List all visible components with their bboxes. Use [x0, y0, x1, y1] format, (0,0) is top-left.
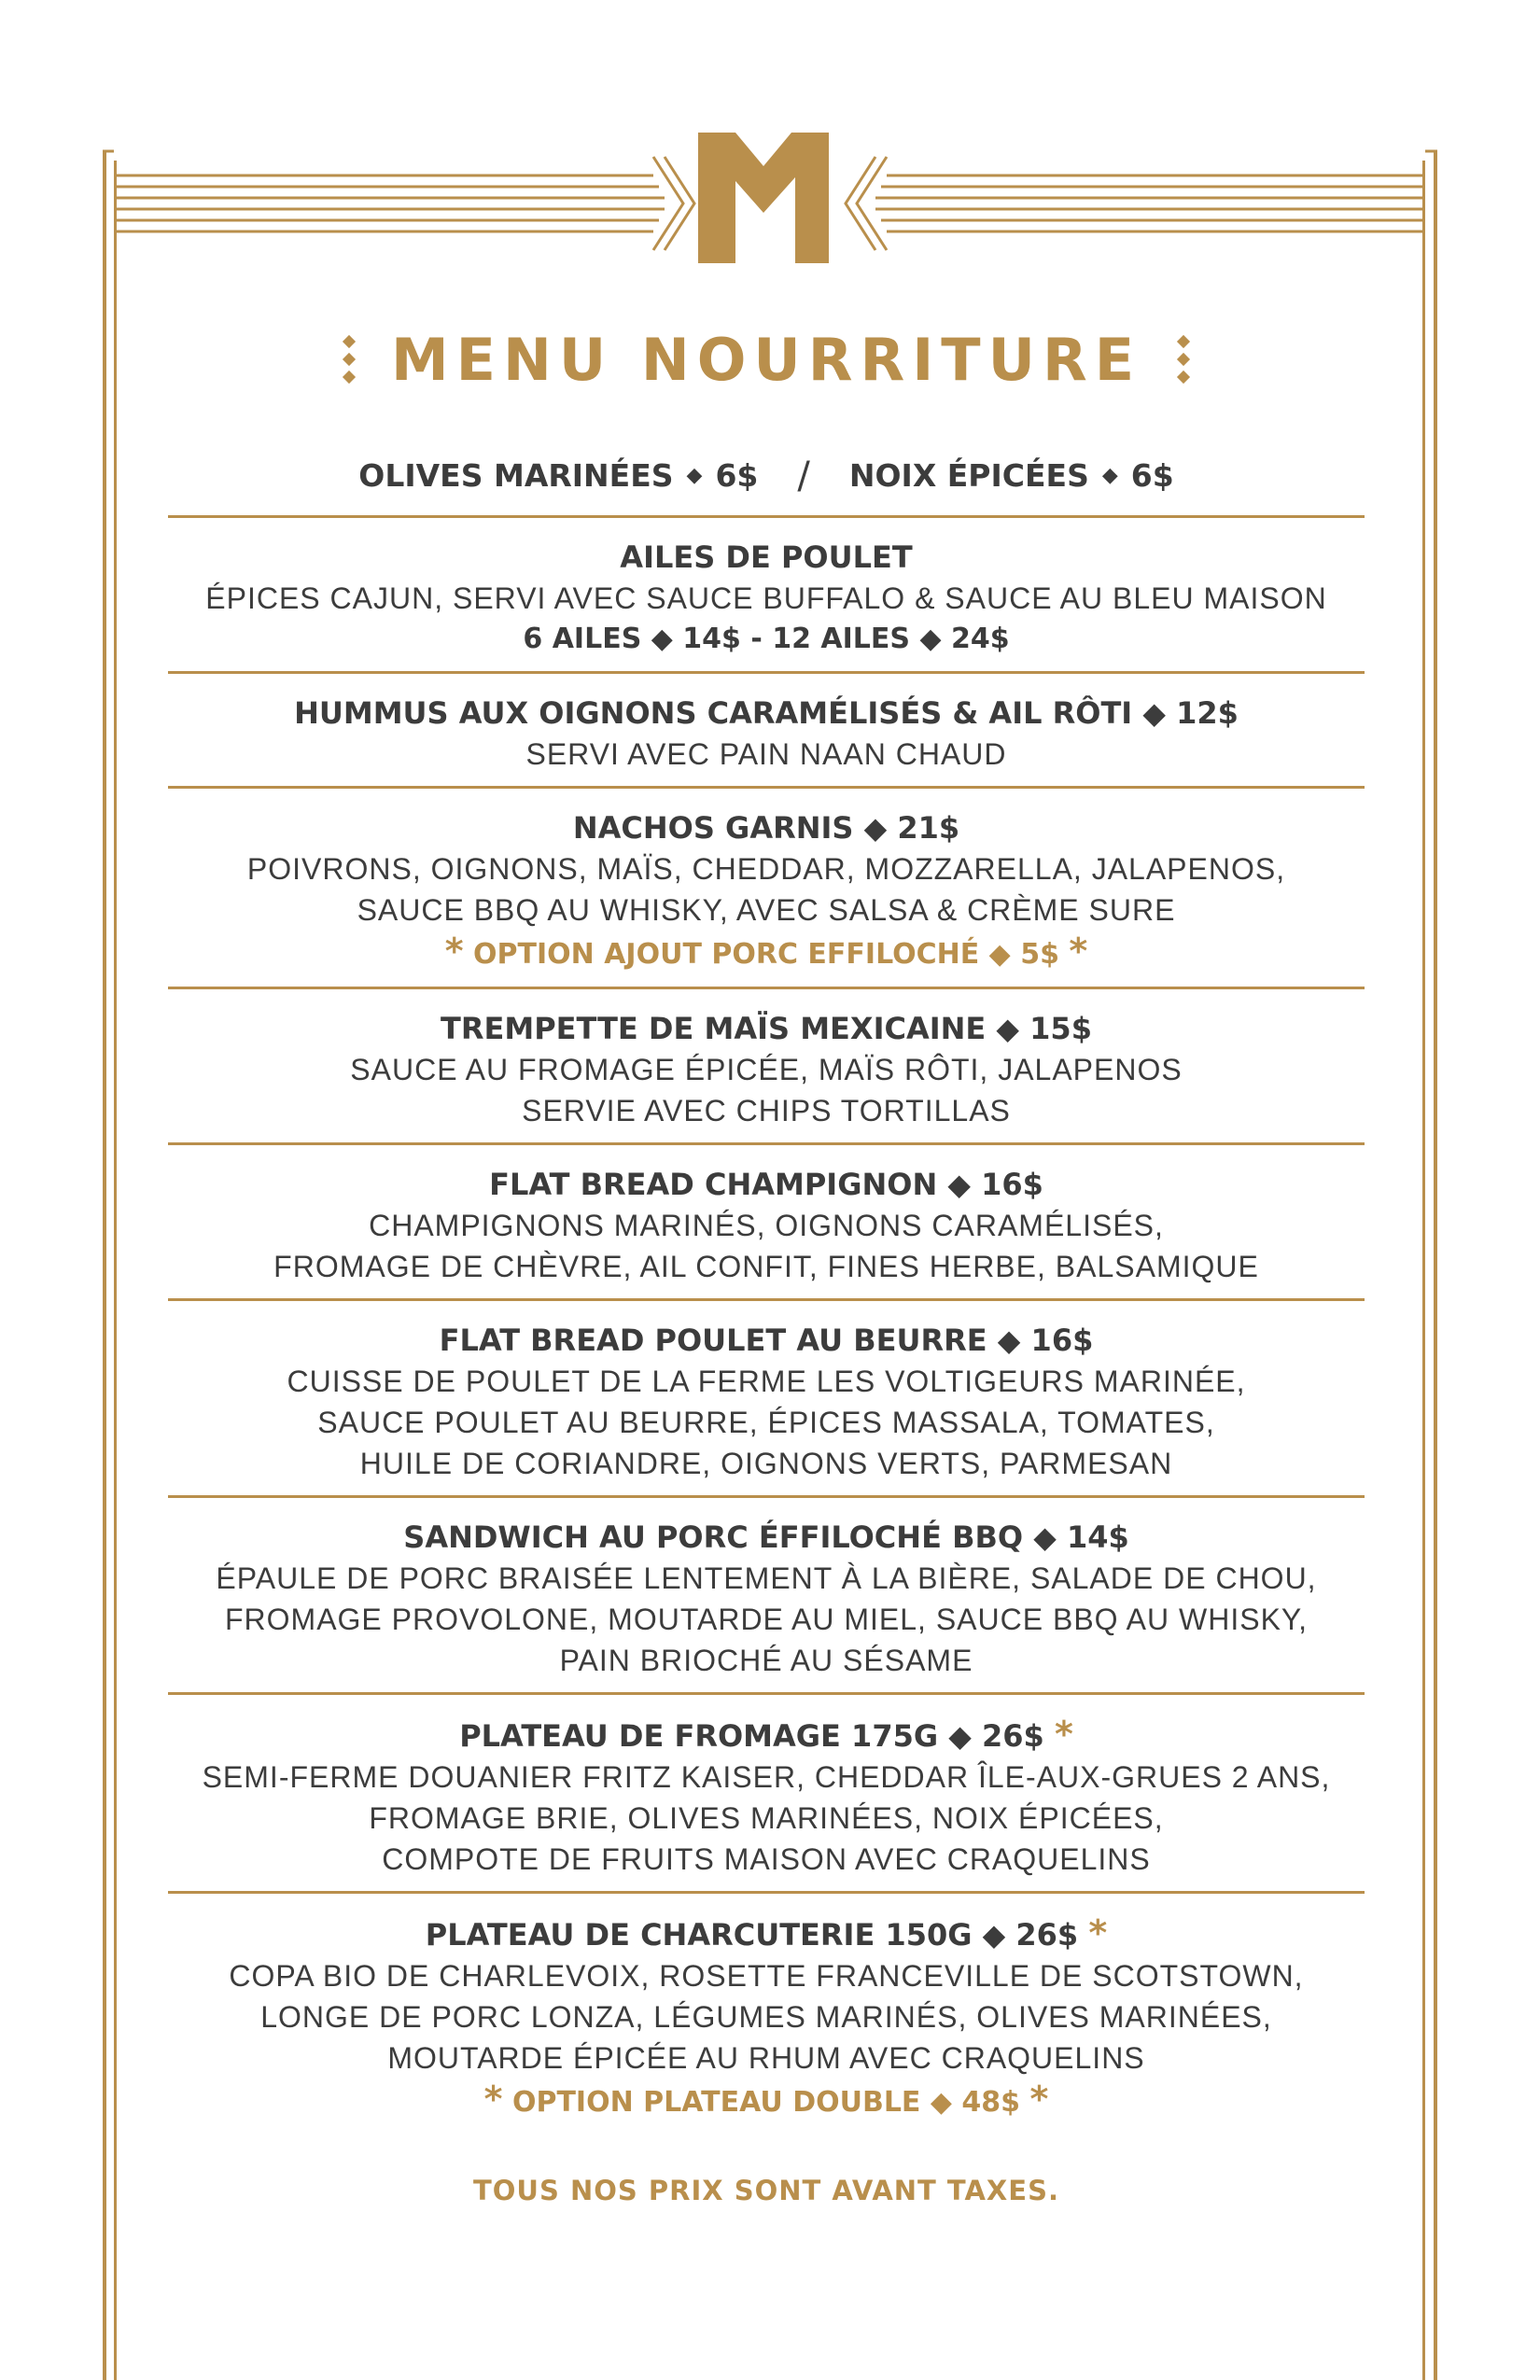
menu-item — [168, 1320, 1365, 1484]
menu-item — [168, 1164, 1365, 1287]
asterisk-icon: * — [483, 2079, 503, 2120]
item-title: NACHOS GARNIS ◆ 21$ — [572, 810, 960, 846]
logo-m-icon — [698, 133, 829, 263]
starter-name: OLIVES MARINÉES — [358, 457, 674, 494]
starter-name: NOIX ÉPICÉES — [848, 457, 1089, 494]
option-label: OPTION PLATEAU DOUBLE ◆ 48$ — [511, 2086, 1021, 2119]
menu-item — [168, 537, 1365, 660]
footer-note: TOUS NOS PRIX SONT AVANT TAXES. — [473, 2175, 1059, 2206]
menu-item — [168, 693, 1365, 775]
frame-left-outer — [103, 151, 106, 2380]
item-description: SAUCE AU FROMAGE ÉPICÉE, MAÏS RÔTI, JALAPENOS — [350, 1053, 1183, 1086]
item-title: FLAT BREAD CHAMPIGNON ◆ 16$ — [489, 1167, 1043, 1202]
item-description: FROMAGE BRIE, OLIVES MARINÉES, NOIX ÉPICÉES, — [369, 1801, 1164, 1835]
diamond-icon: ◆ — [686, 464, 703, 487]
item-description: SEMI-FERME DOUANIER FRITZ KAISER, CHEDDAR ÎLE-AUX-GRUES 2 ANS, — [202, 1760, 1331, 1794]
item-option — [168, 2079, 1365, 2123]
item-description: SAUCE POULET AU BEURRE, ÉPICES MASSALA, TOMATES, — [317, 1406, 1215, 1439]
title-right-dots-icon — [1179, 337, 1188, 382]
starters-row — [168, 448, 1365, 504]
asterisk-icon: * — [1029, 2079, 1049, 2120]
divider — [168, 671, 1365, 674]
divider — [168, 1142, 1365, 1145]
item-description: PAIN BRIOCHÉ AU SÉSAME — [559, 1644, 973, 1677]
item-description: ÉPICES CAJUN, SERVI AVEC SAUCE BUFFALO & SAUCE AU BLEU MAISON — [205, 581, 1327, 615]
asterisk-icon: * — [1054, 1714, 1073, 1755]
item-description: CHAMPIGNONS MARINÉS, OIGNONS CARAMÉLISÉS, — [369, 1209, 1164, 1242]
title-left-dots-icon — [344, 337, 354, 382]
item-option — [168, 931, 1365, 975]
item-pricing: 6 AILES ◆ 14$ - 12 AILES ◆ 24$ — [523, 623, 1010, 655]
divider — [168, 1891, 1365, 1894]
menu-item — [168, 1714, 1365, 1880]
divider — [168, 786, 1365, 789]
item-description: SERVI AVEC PAIN NAAN CHAUD — [525, 737, 1007, 771]
item-description: LONGE DE PORC LONZA, LÉGUMES MARINÉS, OLIVES MARINÉES, — [260, 2000, 1272, 2034]
item-title: AILES DE POULET — [620, 539, 913, 575]
divider — [168, 1298, 1365, 1301]
menu-item — [168, 1517, 1365, 1681]
item-description: FROMAGE DE CHÈVRE, AIL CONFIT, FINES HERBE, BALSAMIQUE — [273, 1250, 1259, 1283]
item-description: MOUTARDE ÉPICÉE AU RHUM AVEC CRAQUELINS — [387, 2041, 1145, 2075]
item-description: COPA BIO DE CHARLEVOIX, ROSETTE FRANCEVILLE DE SCOTSTOWN, — [229, 1959, 1304, 1993]
item-title: FLAT BREAD POULET AU BEURRE ◆ 16$ — [439, 1323, 1094, 1358]
item-title: HUMMUS AUX OIGNONS CARAMÉLISÉS & AIL RÔTI ◆ 12$ — [294, 695, 1239, 731]
menu-title: MENU NOURRITURE — [390, 325, 1142, 394]
frame-right-outer — [1434, 151, 1437, 2380]
item-description: ÉPAULE DE PORC BRAISÉE LENTEMENT À LA BIÈRE, SALADE DE CHOU, — [216, 1561, 1317, 1595]
divider — [168, 515, 1365, 518]
divider — [168, 987, 1365, 989]
item-description: SAUCE BBQ AU WHISKY, AVEC SALSA & CRÈME SURE — [357, 893, 1176, 927]
item-title: PLATEAU DE CHARCUTERIE 150G ◆ 26$ — [425, 1917, 1079, 1953]
menu-title-row — [168, 317, 1365, 401]
menu-item — [168, 1008, 1365, 1131]
menu-content — [168, 317, 1365, 2206]
divider — [168, 1495, 1365, 1498]
item-title: SANDWICH AU PORC ÉFFILOCHÉ BBQ ◆ 14$ — [403, 1519, 1129, 1555]
asterisk-icon: * — [1069, 931, 1088, 972]
asterisk-icon: * — [1088, 1912, 1108, 1953]
starter-price: 6$ — [715, 457, 759, 494]
menu-item — [168, 1912, 1365, 2123]
menu-item — [168, 807, 1365, 975]
item-description: HUILE DE CORIANDRE, OIGNONS VERTS, PARMESAN — [359, 1447, 1173, 1480]
item-description: COMPOTE DE FRUITS MAISON AVEC CRAQUELINS — [382, 1842, 1151, 1876]
item-title-row — [168, 1912, 1365, 1955]
frame-left-inner — [114, 161, 117, 2380]
item-description: POIVRONS, OIGNONS, MAÏS, CHEDDAR, MOZZARELLA, JALAPENOS, — [246, 852, 1286, 886]
item-description: CUISSE DE POULET DE LA FERME LES VOLTIGEURS MARINÉE, — [287, 1365, 1246, 1398]
item-description: SERVIE AVEC CHIPS TORTILLAS — [522, 1094, 1011, 1127]
starter-price: 6$ — [1130, 457, 1174, 494]
item-title-row — [168, 1714, 1365, 1757]
asterisk-icon: * — [444, 931, 464, 972]
item-title: PLATEAU DE FROMAGE 175G ◆ 26$ — [459, 1718, 1044, 1754]
starters-separator: / — [797, 455, 810, 497]
item-title: TREMPETTE DE MAÏS MEXICAINE ◆ 15$ — [441, 1011, 1092, 1046]
divider — [168, 1692, 1365, 1695]
item-description: FROMAGE PROVOLONE, MOUTARDE AU MIEL, SAUCE BBQ AU WHISKY, — [224, 1603, 1309, 1636]
frame-right-inner — [1422, 161, 1425, 2380]
diamond-icon: ◆ — [1101, 464, 1118, 487]
option-label: OPTION AJOUT PORC EFFILOCHÉ ◆ 5$ — [473, 938, 1059, 971]
